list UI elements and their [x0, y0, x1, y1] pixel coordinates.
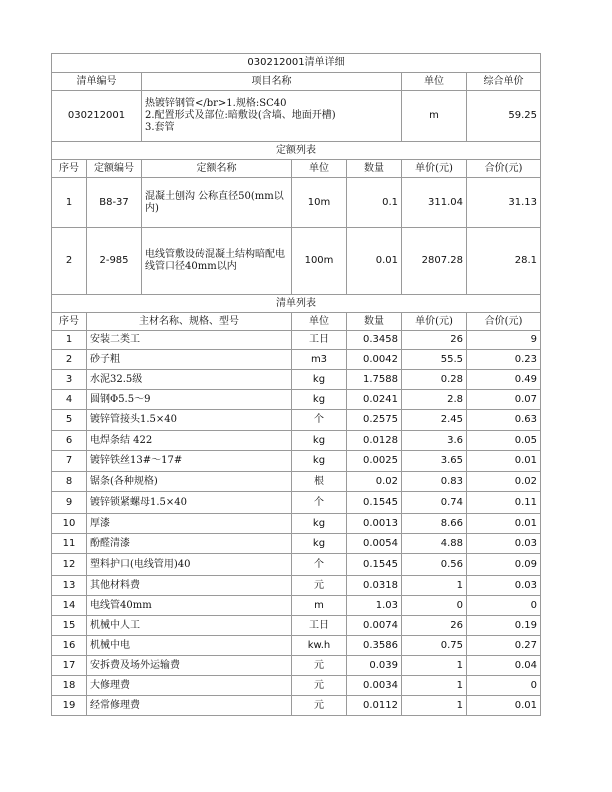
material-total: 0 [467, 676, 541, 696]
material-unit-price: 0.75 [402, 636, 467, 656]
material-row [52, 390, 541, 410]
material-total: 0.01 [467, 514, 541, 534]
material-row [52, 636, 541, 656]
bill-code-header: 清单编号 [52, 73, 142, 91]
bill-price-header: 综合单价 [467, 73, 541, 91]
material-seq: 3 [52, 370, 87, 390]
material-name: 塑料护口(电线管用)40 [87, 554, 292, 576]
bill-unit: m [402, 91, 467, 142]
material-total: 0.05 [467, 431, 541, 451]
quota-seq: 1 [52, 178, 87, 228]
material-total: 0.09 [467, 554, 541, 576]
material-qty: 0.0318 [347, 576, 402, 596]
quota-row [52, 228, 541, 295]
quota-code-header: 定额编号 [87, 160, 142, 178]
material-unit-price: 55.5 [402, 350, 467, 370]
material-qty: 0.0034 [347, 676, 402, 696]
bill-name-line: 3.套管 [145, 122, 175, 133]
material-qty: 0.0128 [347, 431, 402, 451]
bill-name-line: 热镀锌钢管</br>1.规格:SC40 [145, 98, 287, 109]
material-name: 酚醛清漆 [87, 534, 292, 554]
quota-total-header: 合价(元) [467, 160, 541, 178]
bill-name [142, 91, 402, 142]
quota-name-header: 定额名称 [142, 160, 292, 178]
bill-price: 59.25 [467, 91, 541, 142]
material-row [52, 676, 541, 696]
quota-unit-price: 311.04 [402, 178, 467, 228]
bill-code: 030212001 [52, 91, 142, 142]
material-row [52, 576, 541, 596]
material-name: 电线管40mm [87, 596, 292, 616]
quota-seq: 2 [52, 228, 87, 295]
material-qty: 1.03 [347, 596, 402, 616]
material-seq: 2 [52, 350, 87, 370]
bill-detail-sheet [51, 53, 540, 716]
material-name: 机械中电 [87, 636, 292, 656]
material-row [52, 554, 541, 576]
material-qty: 0.3586 [347, 636, 402, 656]
material-seq: 1 [52, 331, 87, 350]
material-qty: 0.2575 [347, 410, 402, 431]
quota-unit-header: 单位 [292, 160, 347, 178]
material-qty: 0.0013 [347, 514, 402, 534]
material-name: 镀锌锁紧螺母1.5×40 [87, 492, 292, 514]
material-unit-price-header: 单价(元) [402, 313, 467, 331]
material-total-header: 合价(元) [467, 313, 541, 331]
material-name-header: 主材名称、规格、型号 [87, 313, 292, 331]
material-seq-header: 序号 [52, 313, 87, 331]
material-unit-price: 26 [402, 616, 467, 636]
material-unit: 元 [292, 656, 347, 676]
material-unit: 元 [292, 676, 347, 696]
material-total: 0.19 [467, 616, 541, 636]
quota-unit: 10m [292, 178, 347, 228]
bill-name-header: 项目名称 [142, 73, 402, 91]
material-unit-price: 26 [402, 331, 467, 350]
material-unit: m [292, 596, 347, 616]
material-total: 0.49 [467, 370, 541, 390]
material-unit: kg [292, 451, 347, 472]
material-row [52, 514, 541, 534]
material-qty: 0.1545 [347, 554, 402, 576]
material-total: 0 [467, 596, 541, 616]
quota-total: 31.13 [467, 178, 541, 228]
material-row [52, 451, 541, 472]
quota-code: B8-37 [87, 178, 142, 228]
material-unit-price: 1 [402, 676, 467, 696]
material-unit-price: 8.66 [402, 514, 467, 534]
material-seq: 14 [52, 596, 87, 616]
material-unit-price: 1 [402, 656, 467, 676]
material-total: 0.27 [467, 636, 541, 656]
quota-section-title: 定额列表 [52, 142, 541, 160]
material-row [52, 616, 541, 636]
material-seq: 9 [52, 492, 87, 514]
material-name: 电焊条结 422 [87, 431, 292, 451]
material-section-title: 清单列表 [52, 295, 541, 313]
material-row [52, 331, 541, 350]
material-unit-price: 1 [402, 576, 467, 596]
material-unit-price: 2.45 [402, 410, 467, 431]
quota-qty-header: 数量 [347, 160, 402, 178]
material-row [52, 410, 541, 431]
material-unit: kw.h [292, 636, 347, 656]
material-qty: 0.0054 [347, 534, 402, 554]
material-row [52, 370, 541, 390]
material-seq: 10 [52, 514, 87, 534]
material-name: 砂子粗 [87, 350, 292, 370]
material-seq: 19 [52, 696, 87, 716]
material-unit: kg [292, 370, 347, 390]
material-total: 9 [467, 331, 541, 350]
material-name: 机械中人工 [87, 616, 292, 636]
material-unit: 元 [292, 696, 347, 716]
material-unit-price: 0.56 [402, 554, 467, 576]
quota-row [52, 178, 541, 228]
material-unit-price: 4.88 [402, 534, 467, 554]
material-unit: m3 [292, 350, 347, 370]
material-qty: 1.7588 [347, 370, 402, 390]
material-unit-price: 0.83 [402, 472, 467, 492]
material-total: 0.07 [467, 390, 541, 410]
material-qty: 0.0112 [347, 696, 402, 716]
material-total: 0.01 [467, 451, 541, 472]
material-qty: 0.3458 [347, 331, 402, 350]
bill-unit-header: 单位 [402, 73, 467, 91]
material-seq: 8 [52, 472, 87, 492]
material-name: 经常修理费 [87, 696, 292, 716]
material-unit: 元 [292, 576, 347, 596]
material-seq: 6 [52, 431, 87, 451]
material-qty: 0.0074 [347, 616, 402, 636]
quota-total: 28.1 [467, 228, 541, 295]
material-qty: 0.039 [347, 656, 402, 676]
material-unit: 工日 [292, 331, 347, 350]
material-unit: 工日 [292, 616, 347, 636]
material-unit-price: 3.65 [402, 451, 467, 472]
material-seq: 13 [52, 576, 87, 596]
material-seq: 15 [52, 616, 87, 636]
quota-unit-price-header: 单价(元) [402, 160, 467, 178]
material-seq: 18 [52, 676, 87, 696]
material-row [52, 492, 541, 514]
quota-unit: 100m [292, 228, 347, 295]
quota-name: 混凝土刨沟 公称直径50(mm以内) [142, 178, 292, 228]
material-total: 0.02 [467, 472, 541, 492]
quota-qty: 0.1 [347, 178, 402, 228]
material-name: 镀锌铁丝13#～17# [87, 451, 292, 472]
material-seq: 16 [52, 636, 87, 656]
material-name: 其他材料费 [87, 576, 292, 596]
material-row [52, 534, 541, 554]
material-qty: 0.0042 [347, 350, 402, 370]
material-unit-price: 2.8 [402, 390, 467, 410]
material-unit-price: 3.6 [402, 431, 467, 451]
material-total: 0.11 [467, 492, 541, 514]
quota-name: 电线管敷设砖混凝土结构暗配电线管口径40mm以内 [142, 228, 292, 295]
material-name: 安拆费及场外运输费 [87, 656, 292, 676]
material-unit: kg [292, 390, 347, 410]
material-qty: 0.0241 [347, 390, 402, 410]
material-unit: kg [292, 534, 347, 554]
material-seq: 5 [52, 410, 87, 431]
material-row [52, 350, 541, 370]
material-total: 0.63 [467, 410, 541, 431]
bill-detail-table [51, 53, 541, 716]
material-seq: 7 [52, 451, 87, 472]
material-unit: kg [292, 514, 347, 534]
material-unit-header: 单位 [292, 313, 347, 331]
quota-unit-price: 2807.28 [402, 228, 467, 295]
quota-qty: 0.01 [347, 228, 402, 295]
material-total: 0.23 [467, 350, 541, 370]
material-name: 安装二类工 [87, 331, 292, 350]
material-total: 0.01 [467, 696, 541, 716]
material-row [52, 696, 541, 716]
quota-seq-header: 序号 [52, 160, 87, 178]
material-unit: 个 [292, 492, 347, 514]
material-seq: 11 [52, 534, 87, 554]
material-name: 镀锌管接头1.5×40 [87, 410, 292, 431]
material-total: 0.04 [467, 656, 541, 676]
material-unit: kg [292, 431, 347, 451]
material-row [52, 656, 541, 676]
material-qty: 0.02 [347, 472, 402, 492]
material-unit: 个 [292, 410, 347, 431]
material-row [52, 472, 541, 492]
material-name: 圆钢Φ5.5～9 [87, 390, 292, 410]
quota-code: 2-985 [87, 228, 142, 295]
material-qty-header: 数量 [347, 313, 402, 331]
material-name: 大修理费 [87, 676, 292, 696]
material-seq: 12 [52, 554, 87, 576]
material-unit-price: 1 [402, 696, 467, 716]
material-unit: 根 [292, 472, 347, 492]
material-qty: 0.1545 [347, 492, 402, 514]
material-unit-price: 0 [402, 596, 467, 616]
sheet-title: 030212001清单详细 [52, 54, 541, 73]
material-seq: 17 [52, 656, 87, 676]
material-total: 0.03 [467, 534, 541, 554]
material-total: 0.03 [467, 576, 541, 596]
material-name: 厚漆 [87, 514, 292, 534]
material-name: 水泥32.5级 [87, 370, 292, 390]
material-unit-price: 0.28 [402, 370, 467, 390]
material-name: 锯条(各种规格) [87, 472, 292, 492]
material-unit: 个 [292, 554, 347, 576]
bill-name-line: 2.配置形式及部位:暗敷设(含墙、地面开槽) [145, 110, 336, 121]
material-unit-price: 0.74 [402, 492, 467, 514]
material-seq: 4 [52, 390, 87, 410]
material-row [52, 596, 541, 616]
material-row [52, 431, 541, 451]
material-qty: 0.0025 [347, 451, 402, 472]
